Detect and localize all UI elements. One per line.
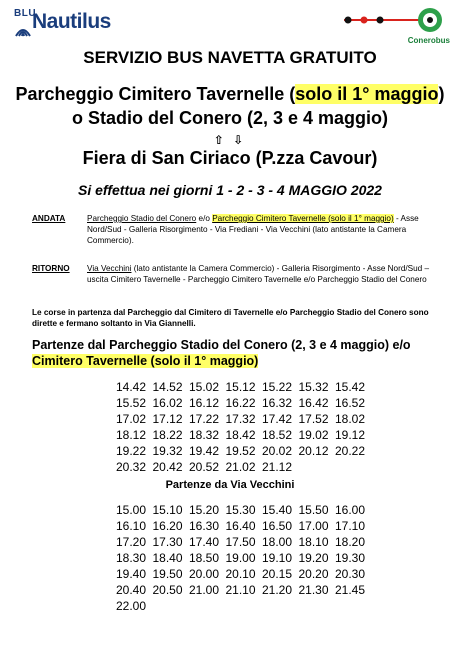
departure-time: 14.42 [116,380,147,394]
headline-part2: ) o Stadio del Conero (2, 3 e 4 maggio) [71,84,445,128]
departure-time: 17.00 [298,519,329,533]
ritorno-rest: (lato antistante la Camera Commercio) - Galleria Risorgimento - Asse Nord/Sud – uscita Cimitero Tavernelle - Parcheggio Cimitero Tavernelle e/o Parcheggio Stadio del Conero [87,264,430,284]
logo-name: Nautilus [32,10,111,33]
departure-time: 19.12 [335,428,366,442]
departure-time: 15.22 [262,380,293,394]
andata-conj: e/o [196,214,213,223]
departure-time: 19.42 [189,444,220,458]
departure-time: 18.10 [298,535,329,549]
departure-time: 17.40 [189,535,220,549]
departure-time: 17.50 [225,535,256,549]
departure-time: 16.32 [262,396,293,410]
departure-time: 17.02 [116,412,147,426]
departure-time: 16.12 [189,396,220,410]
departure-time: 19.52 [225,444,256,458]
departures-stadio-title-text: Partenze dal Parcheggio Stadio del Conero (2, 3 e 4 maggio) e/o [32,338,411,352]
departure-time: 17.32 [225,412,256,426]
departure-time: 17.42 [262,412,293,426]
departure-time: 15.00 [116,503,147,517]
logo-prefix: BLU [14,8,37,19]
timetable-row [116,518,372,534]
timetable-row [116,582,372,598]
departure-time: 20.20 [298,567,329,581]
departure-time: 18.40 [152,551,183,565]
departure-time: 17.30 [152,535,183,549]
departure-time: 16.00 [335,503,366,517]
timetable-row [116,502,372,518]
shell-icon [14,22,32,40]
departure-time: 18.00 [262,535,293,549]
departure-time: 15.20 [189,503,220,517]
ritorno-stop1: Via Vecchini [87,264,132,273]
departure-time: 15.50 [298,503,329,517]
departure-time: 20.00 [189,567,220,581]
timetable-row [116,598,372,614]
departure-time: 16.50 [262,519,293,533]
andata-label: ANDATA [32,214,66,223]
departure-time: 18.42 [225,428,256,442]
departure-time: 16.42 [298,396,329,410]
departure-time: 19.20 [298,551,329,565]
timetable-row [116,443,372,459]
departure-time: 17.22 [189,412,220,426]
departure-time: 17.10 [335,519,366,533]
departure-time: 19.32 [152,444,183,458]
departure-time: 15.30 [225,503,256,517]
departure-time: 20.52 [189,460,220,474]
departure-time: 20.32 [116,460,147,474]
departure-time: 17.12 [152,412,183,426]
departure-time: 17.52 [298,412,329,426]
page-title: SERVIZIO BUS NAVETTA GRATUITO [83,48,377,67]
service-days: Si effettua nei giorni 1 - 2 - 3 - 4 MAGGIO 2022 [78,182,382,198]
andata-stop1: Parcheggio Stadio del Conero [87,214,197,223]
departure-time: 15.40 [262,503,293,517]
departure-time: 19.40 [116,567,147,581]
departure-time: 22.00 [116,599,147,613]
departure-time: 20.15 [262,567,293,581]
departure-time: 16.22 [225,396,256,410]
departures-stadio-title-highlight: Cimitero Tavernelle (solo il 1° maggio) [32,354,259,368]
departure-time: 16.52 [335,396,366,410]
departure-time: 21.02 [225,460,256,474]
departure-time: 17.20 [116,535,147,549]
departure-time: 19.10 [262,551,293,565]
departure-time: 21.30 [298,583,329,597]
timetable-row [116,550,372,566]
andata-description [87,213,432,246]
timetable-row [116,566,372,582]
departure-time: 18.20 [335,535,366,549]
departure-time: 19.50 [152,567,183,581]
destination: Fiera di San Ciriaco (P.zza Cavour) [82,148,378,168]
timetable-row [116,534,372,550]
ritorno-label: RITORNO [32,264,70,273]
departure-time: 16.10 [116,519,147,533]
departure-time: 19.02 [298,428,329,442]
departure-time: 20.50 [152,583,183,597]
headline-part1: Parcheggio Cimitero Tavernelle ( [15,84,296,104]
departure-time: 20.22 [335,444,366,458]
departures-stadio-title [32,337,442,369]
departure-time: 21.10 [225,583,256,597]
andata-stop2: Parcheggio Cimitero Tavernelle (solo il 1° maggio) [212,214,394,223]
departure-time: 20.12 [298,444,329,458]
departure-time: 18.12 [116,428,147,442]
departure-time: 15.10 [152,503,183,517]
headline-highlight: solo il 1° maggio [295,84,439,104]
timetable-row [116,395,372,411]
departure-time: 15.52 [116,396,147,410]
departure-time: 20.10 [225,567,256,581]
departure-time: 18.22 [152,428,183,442]
departure-time: 18.50 [189,551,220,565]
timetable-vecchini [116,502,372,614]
departure-time: 15.42 [335,380,366,394]
departure-time: 21.12 [262,460,293,474]
departure-time: 18.02 [335,412,366,426]
route-headline [10,82,450,130]
timetable-row [116,411,372,427]
departure-time: 16.20 [152,519,183,533]
departure-time: 16.40 [225,519,256,533]
service-note: Le corse in partenza dal Parcheggio dal Cimitero di Tavernelle e/o Parcheggio Stadio del Conero sono dirette e fermano soltanto in Via Giannelli. [32,308,429,328]
departure-time: 14.52 [152,380,183,394]
departure-time: 16.02 [152,396,183,410]
timetable-row [116,427,372,443]
ritorno-description [87,263,432,285]
departures-vecchini-title: Partenze da Via Vecchini [165,479,295,491]
departure-time: 21.45 [335,583,366,597]
departure-time: 20.40 [116,583,147,597]
departure-time: 19.30 [335,551,366,565]
departure-time: 15.12 [225,380,256,394]
departure-time: 16.30 [189,519,220,533]
departure-time: 20.02 [262,444,293,458]
departure-time: 19.00 [225,551,256,565]
up-down-arrows-icon: ⇧ ⇩ [213,133,247,147]
departure-time: 21.20 [262,583,293,597]
departure-time: 20.42 [152,460,183,474]
logo-right-name: Conerobus [407,36,450,45]
departure-time: 18.32 [189,428,220,442]
timetable-stadio [116,379,372,475]
departure-time: 21.00 [189,583,220,597]
nautilus-logo [14,6,124,42]
departure-time: 15.02 [189,380,220,394]
departure-time: 18.30 [116,551,147,565]
bus-stop-line-icon [340,6,450,36]
andata-rest: - Asse Nord/Sud - Galleria Risorgimento - Via Frediani - Via Vecchini (lato antistante la Camera Commercio). [87,214,419,245]
departure-time: 15.32 [298,380,329,394]
departure-time: 18.52 [262,428,293,442]
departure-time: 19.22 [116,444,147,458]
conerobus-logo [340,6,450,50]
timetable-row [116,459,372,475]
departure-time: 20.30 [335,567,366,581]
timetable-row [116,379,372,395]
